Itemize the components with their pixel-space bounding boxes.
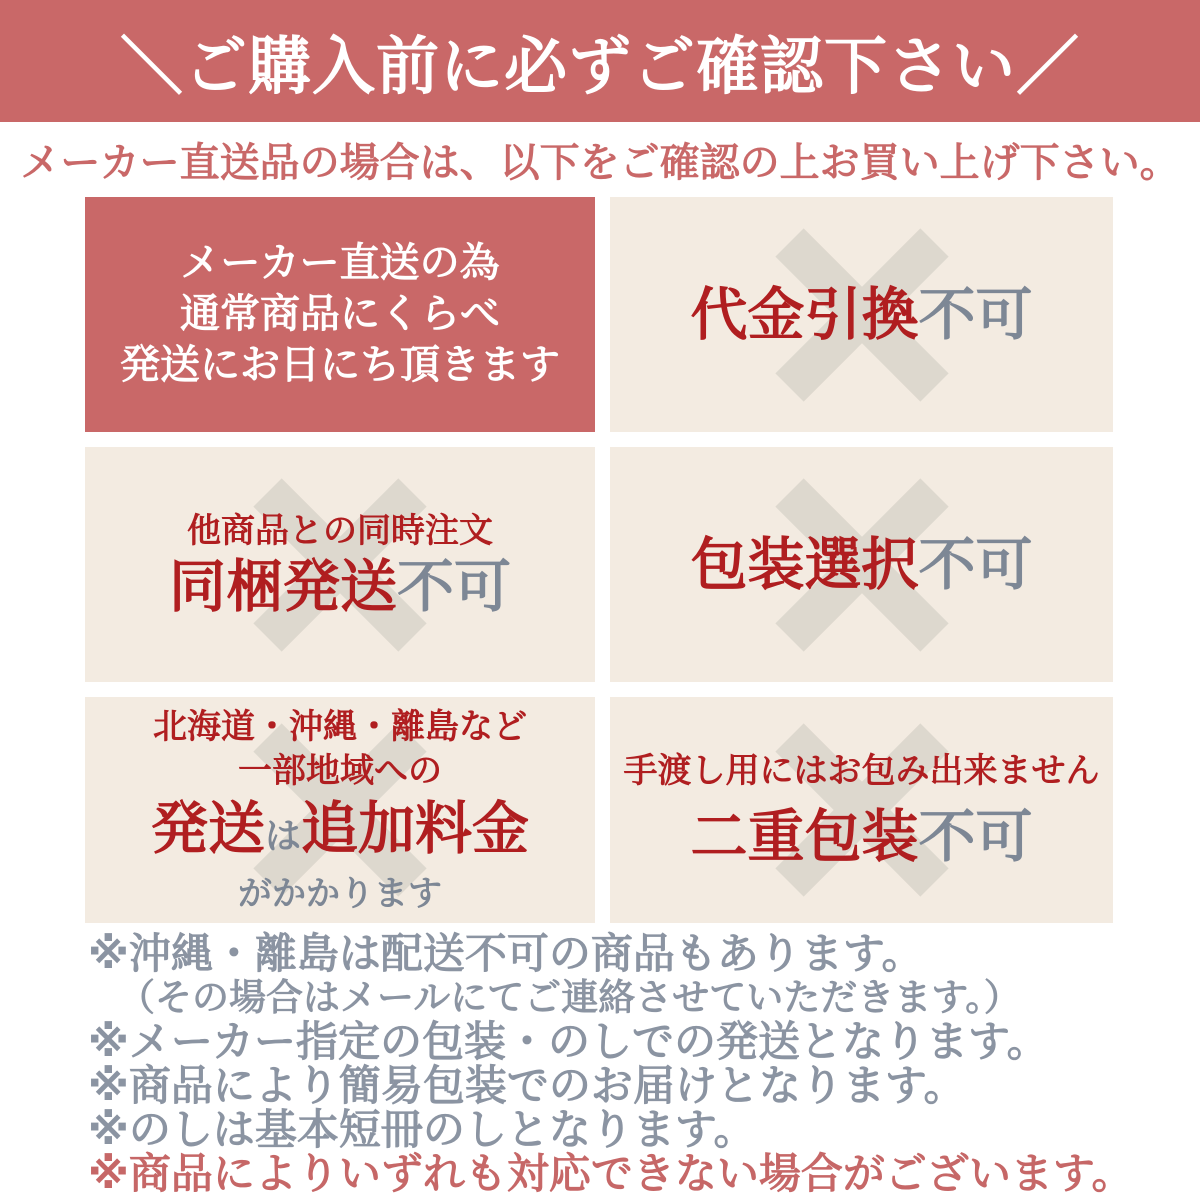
bundle-note: 他商品との同時注文: [187, 511, 493, 550]
note-line-5: ※のしは基本短冊のしとなります。: [88, 1106, 756, 1153]
card-double-text: [610, 697, 1113, 923]
direct-line-1: メーカー直送の為: [180, 241, 500, 285]
region-note-1: 北海道・沖縄・離島など: [153, 707, 527, 746]
note-line-6: ※商品によりいずれも対応できない場合がございます。: [88, 1150, 1134, 1197]
card-region-surcharge: [85, 697, 595, 923]
note-line-1: ※沖縄・離島は配送不可の商品もあります。: [88, 930, 924, 977]
page-title: ＼ご購入前に必ずご確認下さい／: [120, 31, 1080, 102]
card-region-text: [85, 697, 595, 923]
region-note-2: 一部地域への: [238, 751, 442, 790]
wrap-label: 包装選択不可: [690, 532, 1033, 597]
card-direct-shipping-text: [85, 197, 595, 432]
card-bundled-shipping: [85, 447, 595, 682]
region-label: 発送は追加料金: [150, 796, 529, 861]
region-note-3: がかかります: [238, 874, 442, 913]
card-wrap-text: [610, 447, 1113, 682]
double-note: 手渡し用にはお包み出来ません: [623, 752, 1100, 790]
note-line-4: ※商品により簡易包装でのお届けとなります。: [88, 1062, 966, 1109]
lead-text: メーカー直送品の場合は、以下をご確認の上お買い上げ下さい。: [20, 141, 1180, 185]
note-line-2: （その場合はメールにてご連絡させていただきます。）: [118, 977, 1021, 1018]
cod-label: 代金引換不可: [690, 282, 1033, 347]
header-banner: [0, 0, 1200, 122]
direct-line-2: 通常商品にくらべ: [180, 292, 500, 336]
card-cod-text: [610, 197, 1113, 432]
card-bundle-text: [85, 447, 595, 682]
card-direct-shipping: [85, 197, 595, 432]
direct-line-3: 発送にお日にち頂きます: [120, 343, 560, 387]
card-cash-on-delivery: [610, 197, 1113, 432]
note-line-3: ※メーカー指定の包装・のしでの発送となります。: [88, 1018, 1049, 1065]
card-double-wrapping: [610, 697, 1113, 923]
footnotes: [88, 932, 1188, 1196]
double-label: 二重包装不可: [690, 805, 1033, 869]
card-wrap-selection: [610, 447, 1113, 682]
bundle-label: 同梱発送不可: [169, 554, 511, 619]
